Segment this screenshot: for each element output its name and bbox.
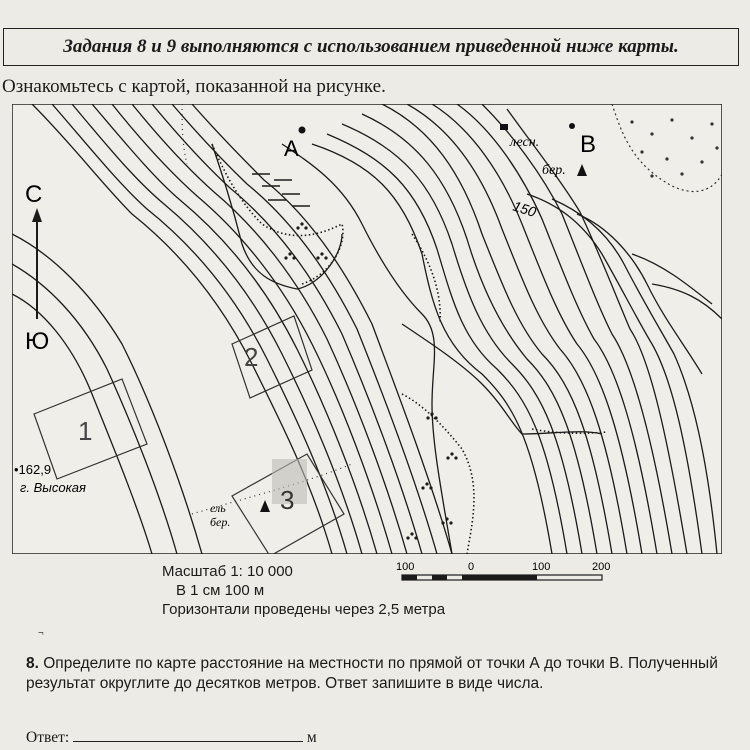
scale-bar-segment — [402, 575, 417, 580]
answer-row — [26, 727, 317, 747]
scale-note: В 1 см 100 м — [176, 582, 265, 599]
area-1-label: 1 — [78, 416, 93, 446]
forester-house-marker — [500, 124, 508, 130]
north-label: С — [25, 181, 43, 208]
point-b-label: B — [580, 131, 597, 158]
scale-bar-segment — [462, 575, 472, 580]
scale-tick-label: 200 — [592, 561, 611, 573]
answer-input-line[interactable] — [73, 727, 303, 742]
area-2-label: 2 — [244, 342, 259, 372]
task-text: Определите по карте расстояние на местности по прямой от точки А до точки В. Полученный результат округлите до десятков метров. Ответ запишите в виде числа. — [26, 655, 718, 692]
answer-label: Ответ: — [26, 729, 70, 746]
task-number: 8. — [26, 655, 39, 672]
forester-top-label-1: лесн. — [510, 135, 540, 150]
height-value-label: •162,9 — [14, 462, 52, 477]
corner-tick: ¬ — [38, 628, 44, 639]
task-8 — [26, 654, 736, 694]
scale-bar-segment — [432, 575, 447, 580]
map-svg — [12, 104, 722, 554]
scale-bar-segment — [472, 575, 537, 580]
contour-interval-text: Горизонтали проведены через 2,5 метра — [162, 601, 446, 618]
scale-tick-label: 100 — [532, 561, 551, 573]
header-title: Задания 8 и 9 выполняются с использованием приведенной ниже карты. — [3, 28, 739, 66]
height-name-label: г. Высокая — [20, 480, 86, 495]
point-b-marker — [569, 123, 575, 129]
forester-bottom-label-1: ель — [210, 501, 226, 515]
forester-top-label-2: бер. — [542, 163, 566, 178]
south-label: Ю — [25, 328, 50, 355]
intro-text: Ознакомьтесь с картой, показанной на рисунке. — [2, 76, 386, 97]
contour-150-label: 150 — [511, 197, 539, 221]
scale-tick-label: 100 — [396, 561, 415, 573]
answer-unit: м — [306, 729, 317, 746]
area-3-label: 3 — [280, 485, 295, 515]
scale-bar-svg — [396, 560, 616, 590]
forester-bottom-label-2: бер. — [210, 515, 231, 529]
scale-bar — [396, 560, 616, 590]
point-a-marker — [299, 127, 306, 134]
scale-tick-label: 0 — [468, 561, 475, 573]
scale-text: Масштаб 1: 10 000 — [162, 563, 293, 580]
topographic-map — [12, 104, 722, 554]
point-a-label: A — [284, 136, 299, 161]
